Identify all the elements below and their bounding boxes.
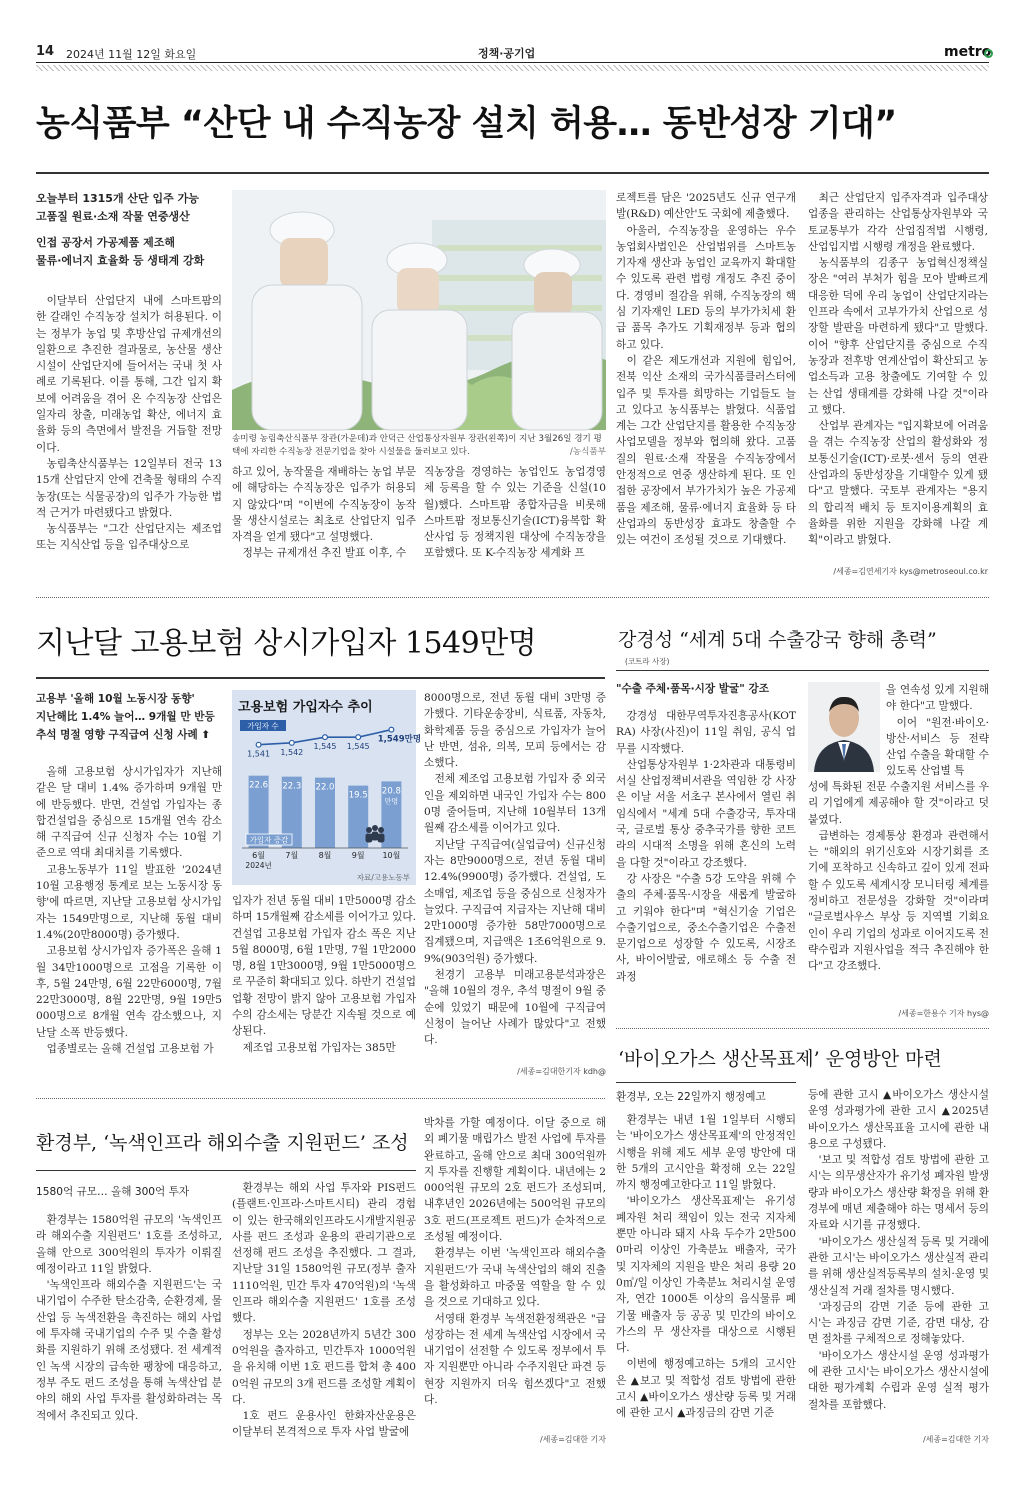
line-value-label: 1,542 [280, 747, 304, 757]
x-tick-label: 9월 [351, 851, 365, 860]
line-point [256, 742, 261, 747]
paragraph: 등에 관한 고시 ▲바이오가스 생산시설 운영 성과평가에 관한 고시 ▲2025년 바이오가스 생산목표율 고시에 관한 내용으로 구성됐다. [808, 1089, 989, 1150]
bar-value-label: 22.0 [315, 782, 335, 793]
paragraph: 강경성 대한무역투자진흥공사(KOTRA) 사장(사진)이 11일 취임, 공식 업무를 시작했다. [616, 710, 796, 755]
paragraph: '바이오가스 생산실적 등록 및 거래에 관한 고시'는 바이오가스 생산실적 관리를 위해 생산실적등록부의 설치·운영 및 생산실적 거래 절차를 명시했다. [808, 1235, 989, 1297]
paragraph: 이달부터 산업단지 내에 스마트팜의 한 갈래인 수직농장 설치가 허용된다. 이는 정부가 농업 및 후방산업 규제개선의 일환으로 추진한 결과물로, 농산물 생산시설이 산업단지에 들어서는 국내 첫 사례로 기록된다. 이를 통해, 그간 입지 확보에 어려움을 겪어 온 수직농장 산업은 일자리 창출, 미래농업 확산, 에너지 효율화 등의 측면에서 발전을 거듭할 전망이다. [36, 295, 222, 454]
people-icon [378, 827, 384, 833]
paragraph: 지난달 구직급여(실업급여) 신규신청자는 8만9000명으로, 전년 동월 대비 12.4%(9900명) 증가했다. 건설업, 도소매업, 제조업 등을 중심으로 신청자가 늘었다. 구직급여 지급자는 지난해 대비 2만1000명 증가한 58만7000명으로 집계됐으며, 지급액은 1조6억원으로 9.9%(903억원) 증가했다. [424, 838, 606, 965]
line-point [289, 740, 294, 745]
paragraph: 농식품부는 "그간 산업단지는 제조업 또는 지식산업 등을 입주대상으로 [36, 523, 222, 552]
x-tick-label: 7월 [285, 851, 299, 860]
paragraph: 8000명으로, 전년 동월 대비 3만명 증가했다. 기타운송장비, 식료품, 자동차, 화학제품 등을 중심으로 가입자가 늘어난 반면, 섬유, 의복, 모피 등에서는 감소했다. [424, 692, 606, 770]
article3-byline: /세종=한용수 기자 hys@ [898, 1009, 989, 1018]
paragraph: 성에 특화된 전문 수출지원 서비스를 우리 기업에게 제공해야 할 것"이라고 덧붙였다. [808, 781, 989, 826]
article2-col2 [232, 893, 416, 1079]
employment-chart [232, 690, 422, 885]
paragraph: 로젝트를 담은 '2025년도 신규 연구개발(R&D) 예산안'도 국회에 제출했다. [616, 192, 796, 221]
paragraph: 천경기 고용부 미래고용분석과장은 "올해 10월의 경우, 추석 명절이 9월 중순에 있었기 때문에 10월에 구직급여 신청이 늘어난 사례가 많았다"고 전했다. [424, 969, 606, 1047]
paragraph: '녹색인프라 해외수출 지원펀드'는 국내기업이 수주한 탄소감축, 순환경제, 물산업 등 녹색전환을 촉진하는 해외 사업에 투자해 국내기업의 수주 및 수출 활성화를 지원하기 위해 조성됐다. 전 세계적인 녹색 시장의 급속한 팽창에 대응하고, 정부 주도 펀드 조성을 통해 녹색산업 분야의 해외 사업 투자를 활성화하려는 목적에서 추진되고 있다. [36, 1279, 222, 1422]
line-value-label: 1,541 [247, 749, 271, 759]
chart-source: 자료/고용노동부 [356, 873, 410, 882]
article5-col2 [232, 1180, 416, 1444]
paragraph: 올해 고용보험 상시가입자가 지난해 같은 달 대비 1.4% 증가하며 9개월 만에 반등했다. 반면, 건설업 가입자는 종합건설업을 중심으로 15개월 연속 감소해 구직급여 신규 신청자 수는 10월 기준으로 역대 최대치를 기록했다. [36, 766, 222, 860]
logo-dot [984, 49, 993, 58]
article1-photo [232, 190, 606, 430]
article5-subhead: 1580억 규모… 올해 300억 투자 [36, 1186, 190, 1198]
subhead-line: 인접 공장서 가공제품 제조해 [36, 236, 175, 249]
paragraph: 하고 있어, 농작물을 재배하는 농업 부문에 해당하는 수직농장은 입주가 허용되지 않았다"며 "이번에 수직농장이 농작물 생산시설로는 최초로 산업단지 입주자격을 얻게 됐다"고 설명했다. [232, 466, 416, 544]
article4-col1 [616, 1112, 796, 1448]
article4-rule [616, 1082, 796, 1083]
paragraph: '보고 및 적합성 검토 방법에 관한 고시'는 의무생산자가 유기성 폐자원 발생량과 바이오가스 생산량 확정을 위해 환경부에 매년 제출해야 하는 명세서 등의 자료와 시기를 규정했다. [808, 1154, 989, 1232]
line-point [389, 727, 394, 732]
paragraph: 직농장을 경영하는 농업인도 농업경영체 등록을 할 수 있는 기준을 신설(10월)했다. 스마트팜 종합자금을 비롯해 스마트팜 정보통신기술(ICT)융복합 확산사업 등 정책지원 대상에 수직농장을 포함했다. 또 K-수직농장 세계화 프 [424, 466, 606, 560]
article4-byline: /세종=김대한 기자 [922, 1435, 989, 1444]
subhead-line: 오늘부터 1315개 산단 입주 가능 [36, 192, 199, 205]
article1-subheads [36, 190, 221, 270]
subhead-line: 추석 명절 영향 구직급여 신청 사례 ⬆ [36, 729, 211, 741]
legend-label: 가입자 수 [247, 721, 279, 731]
paragraph: 산업부 관계자는 "입지확보에 어려움을 겪는 수직농장 산업의 활성화와 정보통신기술(ICT)·로봇·센서 등의 연관 산업과의 동반성장을 기대할수 있게 됐다"고 말했다. 국토부 관계자는 "용지의 합리적 배치 등 토지이용계획의 효율화를 위한 지원을 강화해 나갈 계획"이라고 밝혔다. [808, 420, 988, 547]
paragraph: 정부는 오는 2028년까지 5년간 3000억원을 출자하고, 민간투자 1000억원을 유치해 이번 1호 펀드를 합쳐 총 4000억원 규모의 3개 펀드를 조성할 계획이다. [232, 1328, 416, 1406]
article5-rule [36, 1170, 416, 1171]
article4-col2 [808, 1087, 989, 1433]
line-point [323, 735, 328, 740]
header-stripes [36, 65, 989, 71]
paragraph: 고용보험 상시가입자 증가폭은 올해 1월 34만1000명으로 고점을 기록한 이후, 5월 24만명, 6월 22만6000명, 7월 22만3000명, 8월 22만명, 9월 19만5000명으로 8개월 연속 감소했으나, 지난달 소폭 반등했다. [36, 945, 222, 1039]
chart-title: 고용보험 가입자수 추이 [238, 700, 373, 715]
article3-col2-top [886, 682, 989, 778]
section-divider [36, 1098, 605, 1099]
article2-headline: 지난달 고용보험 상시가입자 1549만명 [36, 626, 537, 661]
line-value-label: 1,545 [313, 742, 337, 752]
line-value-label: 1,545 [346, 742, 370, 752]
article1-col2 [232, 464, 416, 578]
page-number: 14 [36, 44, 55, 59]
section-divider [616, 1028, 989, 1029]
issue-date: 2024년 11월 12일 화요일 [66, 48, 197, 61]
paragraph: 농림축산식품부는 12일부터 전국 1315개 산업단지 안에 건축물 형태의 수직농장(또는 식물공장)의 입주가 가능한 법적 근거가 마련됐다고 밝혔다. [36, 457, 222, 519]
paragraph: 박차를 가할 예정이다. 이달 중으로 해외 폐기물 매립가스 발전 사업에 투자를 완료하고, 올해 안으로 최대 300억원까지 투자를 진행할 계획이다. 내년에는 2000억원 규모의 2호 펀드가 조성되며, 내후년인 2026년에는 500억원 규모의 3호 펀드(프로젝트 펀드)가 순차적으로 조성될 예정이다. [424, 1117, 606, 1244]
article2-byline: /세종=김대한기자 kdh@ [517, 1067, 606, 1076]
paragraph: '바이오가스 생산시설 운영 성과평가에 관한 고시'는 바이오가스 생산시설에 대한 평가계획 수립과 운영 실적 평가 절차를 포함했다. [808, 1349, 989, 1411]
article2-subheads [36, 690, 226, 744]
people-icon [378, 834, 385, 843]
article5-col1 [36, 1212, 222, 1444]
article5-byline: /세종=김대한 기자 [539, 1435, 606, 1444]
photo-illustration [232, 190, 606, 430]
paragraph: 서영태 환경부 녹색전환정책관은 "급성장하는 전 세계 녹색산업 시장에서 국내기업이 선전할 수 있도록 정부에서 투자 지원뿐만 아니라 수주지원단 파견 등 현장 지원까지 더욱 힘쓰겠다"고 전했다. [424, 1312, 606, 1407]
chart-plot [232, 690, 422, 885]
article3-affiliation: (코트라 사장) [625, 657, 670, 666]
paragraph: 환경부는 이번 '녹색인프라 해외수출 지원펀드'가 국내 녹색산업의 해외 진출을 활성화하고 마중물 역할을 할 수 있을 것으로 기대하고 있다. [424, 1247, 606, 1309]
people-icon [372, 825, 378, 831]
paragraph: 이번에 행정예고하는 5개의 고시안은 ▲보고 및 적합성 검토 방법에 관한 고시 ▲바이오가스 생산량 등록 및 거래에 관한 고시 ▲과징금의 감면 기준 [616, 1358, 796, 1420]
article5-col3 [424, 1115, 606, 1433]
paragraph: 제조업 고용보험 가입자는 385만 [242, 1041, 396, 1054]
paragraph: 강 사장은 "수출 5강 도약을 위해 수출의 주체·품목·시장을 새롭게 발굴하고 키워야 한다"며 "혁신기술 기업은 수출기업으로, 중소수출기업은 수출전문기업으로 성장할 수 있도록, 시장조사, 바이어발굴, 애로해소 등 수출 전 과정 [616, 872, 796, 983]
people-icon [366, 834, 373, 843]
article3-col2 [808, 779, 989, 1007]
subhead-line: 고용부 '올해 10월 노동시장 동향' [36, 693, 195, 705]
article1-col5 [808, 190, 988, 566]
article1-rule [36, 172, 989, 174]
paragraph: 입자가 전년 동월 대비 1만5000명 감소하며 15개월째 감소세를 이어가고 있다. 건설업 고용보험 가입자 감소 폭은 지난 5월 8000명, 6월 1만명, 7월 1만2000명, 8월 1만3000명, 9월 1만5000명으로 꾸준히 확대되고 있다. 하반기 건설업 업황 전망이 밝지 않아 고용보험 가입자 수의 감소세는 당분간 지속될 것으로 예상된다. [232, 895, 416, 1038]
paragraph: 1호 펀드 운용사인 한화자산운용은 이달부터 본격적으로 투자 사업 발굴에 [232, 1410, 416, 1439]
article2-rule [36, 677, 605, 679]
bar-value-label: 22.6 [249, 780, 269, 791]
paragraph: 산업통상자원부 1·2차관과 대통령비서실 산업정책비서관을 역임한 강 사장은 이날 서울 서초구 본사에서 열린 취임식에서 "세계 5대 수출강국, 투자대국, 글로벌 통상 중추국가를 향한 코트라의 시대적 소명을 위해 혼신의 노력을 다할 것"이라고 강조했다. [616, 758, 796, 869]
paragraph: 최근 산업단지 입주자격과 입주대상 업종을 관리하는 산업통상자원부와 국토교통부가 각각 산업집적법 시행령, 산업입지법 시행령 개정을 완료했다. [808, 192, 988, 253]
header-rule [36, 62, 989, 63]
paragraph: 환경부는 1580억원 규모의 '녹색인프라 해외수출 지원펀드' 1호를 조성하고, 올해 안으로 300억원의 투자가 이뤄질 예정이라고 11일 밝혔다. [36, 1214, 222, 1275]
subhead-line: 물류·에너지 효율화 등 생태계 강화 [36, 254, 205, 267]
article3-subhead: "수출 주체·품목·시장 발굴" 강조 [616, 683, 769, 695]
paragraph: 업종별로는 올해 건설업 고용보험 가 [46, 1043, 214, 1056]
paragraph: 을 연속성 있게 지원해야 한다"고 말했다. [886, 684, 989, 713]
section-divider [36, 597, 989, 598]
line-point [356, 735, 361, 740]
people-icon [366, 827, 372, 833]
article4-subhead: 환경부, 오는 22일까지 행정예고 [616, 1091, 766, 1103]
subhead-line: 지난해比 1.4% 늘어… 9개월 만 반등 [36, 711, 215, 723]
paragraph: 급변하는 경제통상 환경과 관련해서는 "해외의 위기신호와 시장기회를 조기에 포착하고 신속하고 깊이 있게 전파할 수 있도록 세계시장 모니터링 체계를 정비하고 전문성을 강화할 것"이라며 "글로벌사우스 부상 등 지역별 기회요인이 우리 기업의 성과로 이어지도록 전략수립과 지원사업을 적극 추진해야 한다"고 강조했다. [808, 829, 989, 973]
article5-headline: 환경부, ‘녹색인프라 해외수출 지원펀드’ 조성 [36, 1132, 409, 1154]
subhead-line: 고품질 원료·소재 작물 연중생산 [36, 210, 190, 223]
paragraph: '바이오가스 생산목표제'는 유기성 폐자원 처리 책임이 있는 전국 지자체뿐만 아니라 돼지 사육 두수가 2만5000마리 이상인 가축분뇨 배출자, 국가 및 지자체의 지원을 받은 처리 용량 200㎥/일 이상인 가축분뇨 처리시설 운영자, 연간 1000톤 이상의 음식물류 폐기물 배출자 등 공공 및 민간의 바이오가스의 무 생산자를 대상으로 시행된다. [616, 1195, 796, 1355]
paragraph: 이어 "원전·바이오·방산·서비스 등 전략 산업 수출을 확대할 수 있도록 산업별 특 [886, 716, 989, 778]
paragraph: '과징금의 감면 기준 등에 관한 고시'는 과징금 감면 기준, 감면 대상, 감면 절차를 구체적으로 정해놓았다. [808, 1300, 989, 1346]
paragraph: 이 같은 제도개선과 지원에 힘입어, 전북 익산 소재의 국가식품클러스터에 입주 및 투자를 희망하는 기업들도 늘고 있다고 농식품부는 밝혔다. 식품업계는 그간 산업단지를 활용한 수직농장 사업모델을 정부와 협의해 왔다. 고품질의 원료·소재 작물을 수직농장에서 안정적으로 연중 생산하게 된다. 또 인접한 공장에서 부가가치가 높은 가공제품을 제조해, 물류·에너지 효율화 등 타 산업과의 동반성장 효과도 창출할 수 있는 여건이 조성될 것으로 기대했다. [616, 354, 796, 547]
paragraph: 농식품부의 김종구 농업혁신정책실장은 "여러 부처가 힘을 모아 발빠르게 대응한 덕에 우리 농업이 산업단지라는 인프라 속에서 고부가가치 산업으로 성장할 발판을 마련하게 됐다"고 말했다. 이어 "향후 산업단지를 중심으로 수직농장과 전후방 연계산업이 확산되고 농업소득과 고용 창출에도 기여할 수 있는 산업 생태계를 강화해 나갈 것"이라고 했다. [808, 257, 988, 416]
x-tick-label: 10월 [382, 851, 401, 860]
line-value-label: 1,549만명 [377, 734, 422, 745]
photo-caption [232, 433, 606, 459]
paragraph: 아울러, 수직농장을 운영하는 우수 농업회사법인은 산업법위를 스마트농기자재 생산과 농업인 교육까지 확대할 수 있도록 관련 법령 개정도 추진 중이다. 경영비 절감을 위해, 수직농장의 핵심 기자재인 LED 등의 부가가치세 환급 품목 추가도 기획재정부 등과 협의하고 있다. [616, 224, 796, 351]
bar-value-label: 22.3 [282, 781, 302, 792]
paragraph: 정부는 규제개선 추진 발표 이후, 수 [242, 547, 407, 560]
people-icon [372, 832, 379, 841]
article1-byline: /세종=김연세기자 kys@metroseoul.co.kr [833, 567, 988, 576]
x-tick-label: 6월 [252, 851, 266, 860]
bar-unit-label: 만명 [384, 797, 399, 806]
article1-col4 [616, 190, 796, 580]
article3-col1 [616, 708, 796, 1024]
article2-col3 [424, 690, 606, 1066]
x-extra-label: 2024년 [245, 861, 272, 870]
section-name: 정책·공기업 [478, 47, 536, 60]
paragraph: 전체 제조업 고용보험 가입자 중 외국인을 제외하면 내국인 가입자 수는 8000명 줄어들며, 지난해 10월부터 13개월째 감소세를 이어가고 있다. [424, 773, 606, 835]
bar-value-label: 19.5 [348, 790, 368, 801]
article4-headline: ‘바이오가스 생산목표제’ 운영방안 마련 [618, 1048, 942, 1070]
photo-credit: /농식품부 [569, 447, 606, 457]
article1-col3 [424, 464, 606, 578]
legend-label: 가입자 증감 [249, 835, 289, 845]
metro-logo: metro [944, 44, 992, 60]
x-tick-label: 8월 [318, 851, 332, 860]
article3-rule [616, 670, 989, 671]
paragraph: 고용노동부가 11일 발표한 '2024년 10월 고용행정 통계로 보는 노동시장 동향'에 따르면, 지난달 고용보험 상시가입자는 1549만명으로, 지난해 동월 대비 1.4%(20만8000명) 증가했다. [36, 863, 222, 941]
article3-headline: 강경성 “세계 5대 수출강국 향해 총력” [618, 629, 937, 651]
article1-col1 [36, 293, 222, 578]
article1-headline: 농식품부 “산단 내 수직농장 설치 허용… 동반성장 기대” [36, 104, 897, 144]
caption-text: 송미령 농림축산식품부 장관(가운데)과 안덕근 산업통상자원부 장관(왼쪽)이 지난 3월26일 경기 평택에 자리한 수직농장 전문기업을 찾아 시설물을 둘러보고 있다. [232, 434, 602, 457]
portrait-photo [808, 682, 880, 772]
paragraph: 환경부는 내년 1월 1일부터 시행되는 '바이오가스 생산목표제'의 안정적인 시행을 위해 제도 세부 운영 방안에 대한 5개의 고시안을 확정해 오는 22일까지 행정예고한다고 11일 밝혔다. [616, 1114, 796, 1192]
paragraph: 환경부는 해외 사업 투자와 PIS펀드(플랜트·인프라·스마트시티) 관리 경험이 있는 한국해외인프라도시개발지원공사를 펀드 조성과 운용의 관리기관으로 선정해 펀드 조성을 추진했다. 그 결과, 지난달 31일 1580억원 규모(정부 출자 1110억원, 민간 투자 470억원)의 '녹색인프라 해외수출 지원펀드' 1호를 조성했다. [232, 1182, 416, 1325]
bar-value-label: 20.8 [381, 786, 401, 797]
article2-col1 [36, 764, 222, 1079]
